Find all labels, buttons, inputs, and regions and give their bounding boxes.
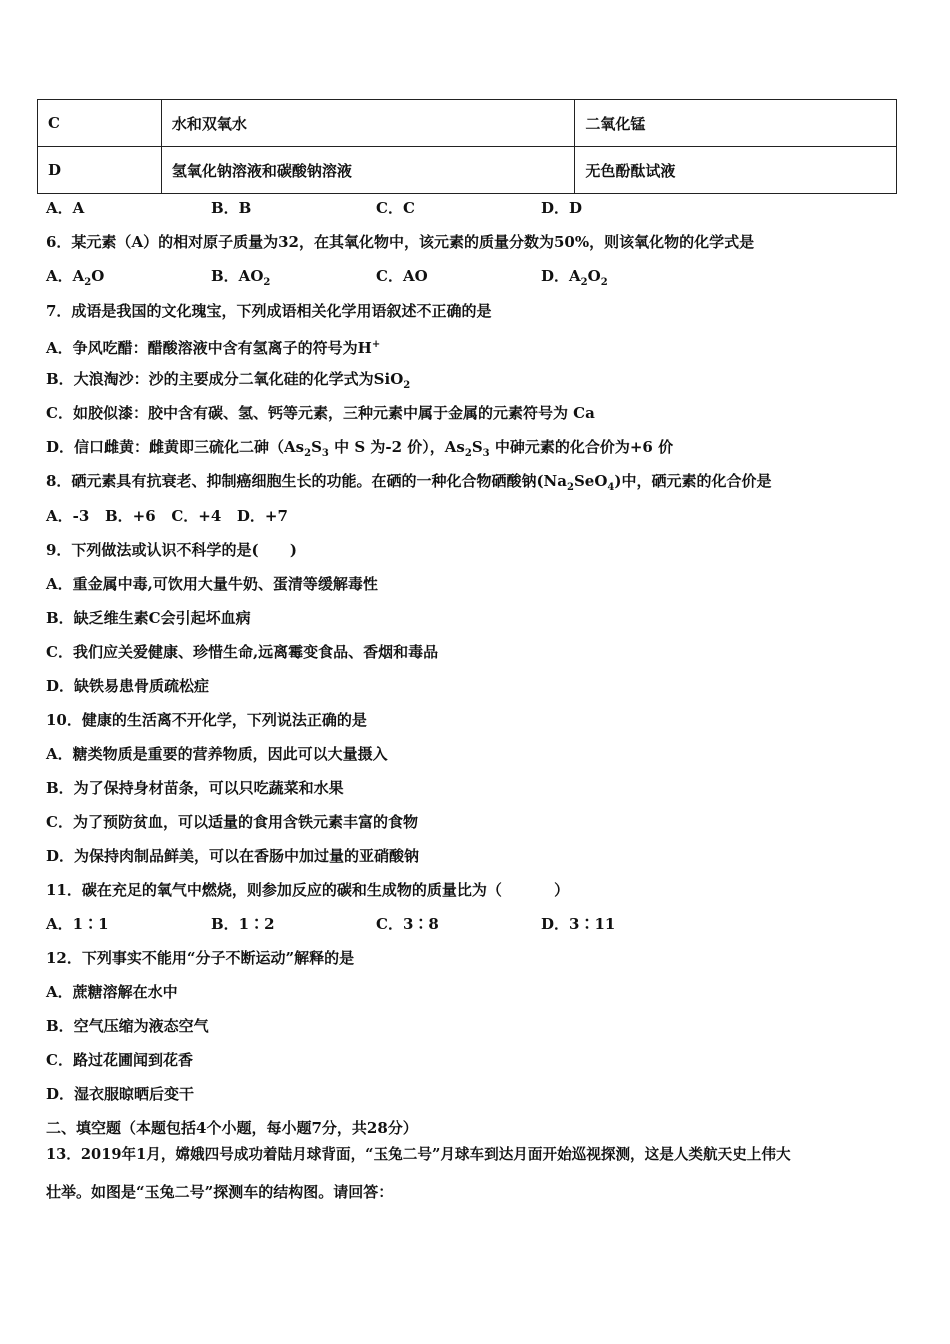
section-heading: 二、填空题（本题包括4个小题，每小题7分，共28分） [46,1119,418,1137]
q5-options [46,198,706,218]
option: A．A [46,199,85,217]
option: B．B [211,199,252,217]
option: C．C [376,199,415,217]
q10-stem: 10．健康的生活离不开化学，下列说法正确的是 [46,711,367,729]
q9-stem: 9．下列做法或认识不科学的是( ) [46,541,297,559]
row-reagent: 氢氧化钠溶液和碳酸钠溶液 [161,147,574,194]
option: B．1∶2 [211,915,275,933]
q7-option-c: C．如胶似漆：胶中含有碳、氢、钙等元素，三种元素中属于金属的元素符号为 Ca [46,404,595,422]
option: C．AO [376,267,428,285]
option: D．$A_2O_2$ [541,267,608,288]
table-row [38,100,897,147]
option: D．D [541,199,583,217]
row-tool: 二氧化锰 [575,100,897,147]
q12-option-c: C．路过花圃闻到花香 [46,1051,193,1069]
option: D．3∶11 [541,915,616,933]
q7-option-d: D．信口雌黄：雌黄即三硫化二砷（$As_2S_3$ 中 S 为-2 价），$As_2S_3$ 中砷元素的化合价为+6 价 [46,438,674,459]
q7-option-a: A．争风吃醋：醋酸溶液中含有氢离子的符号为H+ [46,339,381,357]
q13-line1: 13．2019年1月，嫦娥四号成功着陆月球背面，“玉兔二号”月球车到达月面开始巡视探测，这是人类航天史上伟大 [46,1146,791,1163]
options-table [37,99,897,194]
q11-options [46,914,706,934]
q9-option-b: B．缺乏维生素C会引起坏血病 [46,609,251,627]
q9-option-d: D．缺铁易患骨质疏松症 [46,677,210,695]
q7-option-b: B．大浪淘沙：沙的主要成分二氧化硅的化学式为SiO$_2$ [46,370,411,391]
q10-option-c: C．为了预防贫血，可以适量的食用含铁元素丰富的食物 [46,813,418,831]
q9-option-a: A．重金属中毒,可饮用大量牛奶、蛋清等缓解毒性 [46,575,378,593]
q7-stem: 7．成语是我国的文化瑰宝，下列成语相关化学用语叙述不正确的是 [46,302,492,320]
q10-option-b: B．为了保持身材苗条，可以只吃蔬菜和水果 [46,779,344,797]
row-reagent: 水和双氧水 [161,100,574,147]
q10-option-a: A．糖类物质是重要的营养物质，因此可以大量摄入 [46,745,388,763]
q11-stem: 11．碳在充足的氧气中燃烧，则参加反应的碳和生成物的质量比为（ ） [46,881,570,899]
q6-stem: 6．某元素（A）的相对原子质量为32，在其氧化物中，该元素的质量分数为50%，则该氧化物的化学式是 [46,233,755,251]
option: B．$AO_2$ [211,267,271,288]
q12-stem: 12．下列事实不能用“分子不断运动”解释的是 [46,949,355,967]
row-label: D [38,147,162,194]
option: A．1∶1 [46,915,109,933]
q12-option-b: B．空气压缩为液态空气 [46,1017,209,1035]
q8-options: A．-3 B．+6 C．+4 D．+7 [46,507,288,525]
table-row [38,147,897,194]
option: A．$A_2O$ [46,267,105,288]
q10-option-d: D．为保持肉制品鲜美，可以在香肠中加过量的亚硝酸钠 [46,847,420,865]
q9-option-c: C．我们应关爱健康、珍惜生命,远离霉变食品、香烟和毒品 [46,643,439,661]
row-tool: 无色酚酞试液 [575,147,897,194]
q13-line2: 壮举。如图是“玉兔二号”探测车的结构图。请回答： [46,1183,394,1201]
option: C．3∶8 [376,915,439,933]
q8-stem: 8．硒元素具有抗衰老、抑制癌细胞生长的功能。在硒的一种化合物硒酸钠$(Na_2SeO_4)$中，硒元素的化合价是 [46,472,772,493]
row-label: C [38,100,162,147]
q12-option-d: D．湿衣服晾晒后变干 [46,1085,195,1103]
q6-options [46,266,706,293]
q12-option-a: A．蔗糖溶解在水中 [46,983,178,1001]
